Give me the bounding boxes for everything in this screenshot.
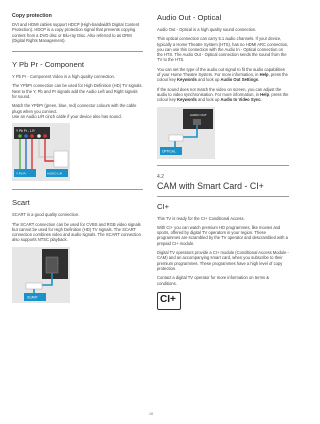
audio-out-text-4e: . [260,97,262,103]
ypbpr-text-4: Use an Audio L/R cinch cable if your device also has sound. [12,113,122,119]
section-divider [12,51,143,52]
chapter-title: CAM with Smart Card - CI+ [157,180,264,191]
optical-illustration [157,107,215,159]
audio-out-text-3e: . [258,77,260,83]
audio-out-text-4c: , press the colour key [157,91,289,103]
audio-out-heading: Audio Out - Optical [157,13,222,22]
audio-out-port-label: AUDIO OUT [190,112,207,117]
scart-illustration [12,247,70,303]
audio-video-sync-link[interactable]: Audio to Video Sync [220,97,261,103]
audio-out-text-4d: and look up [196,97,221,103]
audio-out-text-2: This optical connection can carry 5.1 audio channels. If your device, typically a Home Theatre System (HTS), has no HDMI ARC connection, you can use this connection with the Audio In - Optical connection on the HTS. The Audio Out - Optical connection sends the sound from the TV to the HTS. [157,36,289,63]
right-column [157,0,289,310]
audio-out-text-3a: You can set the type of the audio out signal to fit the audio capabilities of your Home Theatre System. [157,66,285,78]
scart-text-2: The SCART connection can be used for CVBS and RGB video signals but cannot be used for High Definition (HD) TV signals. The SCART connection combines video and audio signals. The SCART connection also supports NTSC playback. [12,221,141,243]
copy-protection-heading: Copy protection [12,13,52,19]
scart-label: SCART [27,295,38,300]
ci-plus-logo-text: CI+ [160,293,176,305]
scart-text-1: SCART is a good quality connection. [12,212,80,218]
copy-protection-text: DVI and HDMI cables support HDCP (High-bandwidth Digital Content Protection). HDCP is a copy protection signal that prevents copying content from a DVD disc or Blu-ray Disc. Also referred to as DRM (Digital Rights Management). [12,22,140,43]
audio-lr-label: AUDIO L/R [47,171,63,176]
ci-plus-heading: CI+ [157,201,170,211]
scart-diagram [12,247,70,303]
ci-plus-text-3: Digital TV operators provide a CI+ module (Conditional Access Module - CAM) and an accompanying smart card, when you subscribe to their premium programmes. These programmes have a high level of copy protection. [157,250,289,271]
section-divider [12,189,143,190]
ci-plus-logo [157,292,181,310]
ypbpr-heading: Y Pb Pr - Component [12,60,85,70]
ypbpr-port-label: Y Pb Pr - L R [16,129,35,134]
chapter-divider [157,165,289,166]
audio-out-text-3 [157,67,289,83]
audio-out-text-4a: If the sound does not match the video on screen, you can adjust the audio to video synchronisation. [157,86,282,97]
ypbpr-illustration [12,123,70,181]
page-number: 18 [149,412,153,416]
chapter-number: 4.2 [157,173,164,180]
ypbpr-diagram [12,123,70,181]
audio-out-text-4 [157,87,289,103]
ci-plus-text-4: Contact a digital TV operator for more information on terms & conditions. [157,275,270,286]
audio-out-text-3d: and look up [196,77,221,83]
audio-out-text-3b: For more information, in [214,72,260,78]
section-divider [157,196,289,197]
ypbpr-text-1: Y Pb Pr - Component Video is a high quality connection. [12,74,115,80]
audio-out-text-3c: , press the colour key [157,72,288,83]
help-link[interactable]: Help [259,72,269,78]
keywords-key[interactable]: Keywords [177,97,197,103]
scart-heading: Scart [12,198,30,208]
ypbpr-text-2: The YPbPr connection can be used for High Definition (HD) TV signals. Next to the Y, Pb and Pr signals add the Audio Left and Right signals for sound. [12,83,143,100]
ypbpr-cable-label: Y Pb Pr [16,171,27,176]
optical-diagram [157,107,215,159]
audio-out-text-1: Audio Out - Optical is a high quality sound connection. [157,27,257,32]
ci-plus-text-2: With CI+ you can watch premium HD programmes, like movies and sports, offered by digital TV operators in your region. These programmes are scrambled by the TV operator and descrambled with a prepaid CI+ module. [157,224,288,246]
ypbpr-text-3: Match the YPbPr (green, blue, red) connector colours with the cable plugs when you connect. [12,103,137,114]
optical-label: OPTICAL [162,149,176,154]
keywords-key[interactable]: Keywords [177,77,197,83]
help-link[interactable]: Help [260,91,270,97]
left-column [12,0,143,309]
audio-out-settings-link[interactable]: Audio Out Settings [220,77,259,83]
audio-out-text-4b: For more information, in [215,91,261,97]
ci-plus-text-1: This TV is ready for the CI+ Conditional Access. [157,215,245,221]
